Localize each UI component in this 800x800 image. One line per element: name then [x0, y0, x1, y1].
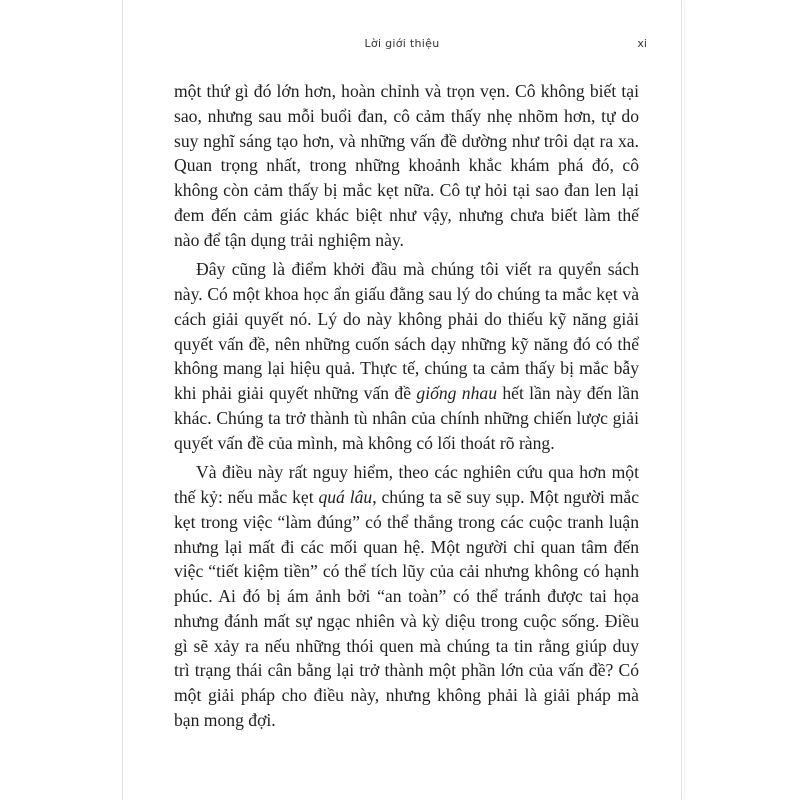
paragraph-text: , chúng ta sẽ suy sụp. Một người mắc kẹt trong việc “làm đúng” có thể thắng trong các cuộc tranh luận nhưng lại mất đi các mối quan hệ. Một người chỉ quan tâm đến việc “tiết kiệm tiền” có thể tích lũy của cải nhưng không có hạnh phúc. Ai đó bị ám ảnh bởi “an toàn” có thể tránh được tai họa nhưng đánh mất sự ngạc nhiên và kỳ diệu trong cuộc sống. Điều gì sẽ xảy ra nếu những thói quen mà chúng ta tin rằng giúp duy trì trạng thái cân bằng lại trở thành một phần lớn của vấn đề? Có một giải pháp cho điều này, nhưng không phải là giải pháp mà bạn mong đợi. — [174, 487, 639, 730]
emphasis-text: giống nhau — [416, 383, 497, 403]
paragraph-text: hết lần này đến lần khác. Chúng ta trở thành tù nhân của chính những chiến lược giải quyết vấn đề của mình, mà không có lối thoát rõ ràng. — [174, 383, 640, 453]
emphasis-text: quá lâu — [318, 487, 373, 507]
paragraph-text: một thứ gì đó lớn hơn, hoàn chỉnh và trọn vẹn. Cô không biết tại sao, nhưng sau mỗi buổi đan, cô cảm thấy nhẹ nhõm hơn, tự do suy nghĩ sáng tạo hơn, và những vấn đề dường như trôi dạt ra xa. Quan trọng nhất, trong những khoảnh khắc khám phá đó, cô không còn cảm thấy bị mắc kẹt nữa. Cô tự hỏi tại sao đan len lại đem đến cảm giác khác biệt như vậy, nhưng chưa biết làm thế nào để tận dụng trải nghiệm này. — [174, 81, 639, 250]
page-number: xi — [637, 37, 647, 50]
book-page — [122, 0, 682, 800]
paragraph-text: Và điều này rất nguy hiểm, theo các nghiên cứu qua hơn một thế kỷ: nếu mắc kẹt — [174, 462, 639, 507]
paragraph-text: Đây cũng là điểm khởi đầu mà chúng tôi viết ra quyển sách này. Có một khoa học ẩn giấu đằng sau lý do chúng ta mắc kẹt và cách giải quyết nó. Lý do này không phải do thiếu kỹ năng giải quyết vấn đề, nên những cuốn sách dạy những kỹ năng đó có thể không mang lại hiệu quả. Thực tế, chúng ta cảm thấy bị mắc bẫy khi phải giải quyết những vấn đề — [174, 259, 639, 403]
paragraph-1 — [174, 79, 639, 252]
paragraph-2 — [174, 257, 639, 455]
body-text — [174, 79, 639, 738]
paragraph-3 — [174, 460, 639, 732]
chapter-title: Lời giới thiệu — [364, 37, 440, 50]
running-header — [123, 37, 681, 53]
